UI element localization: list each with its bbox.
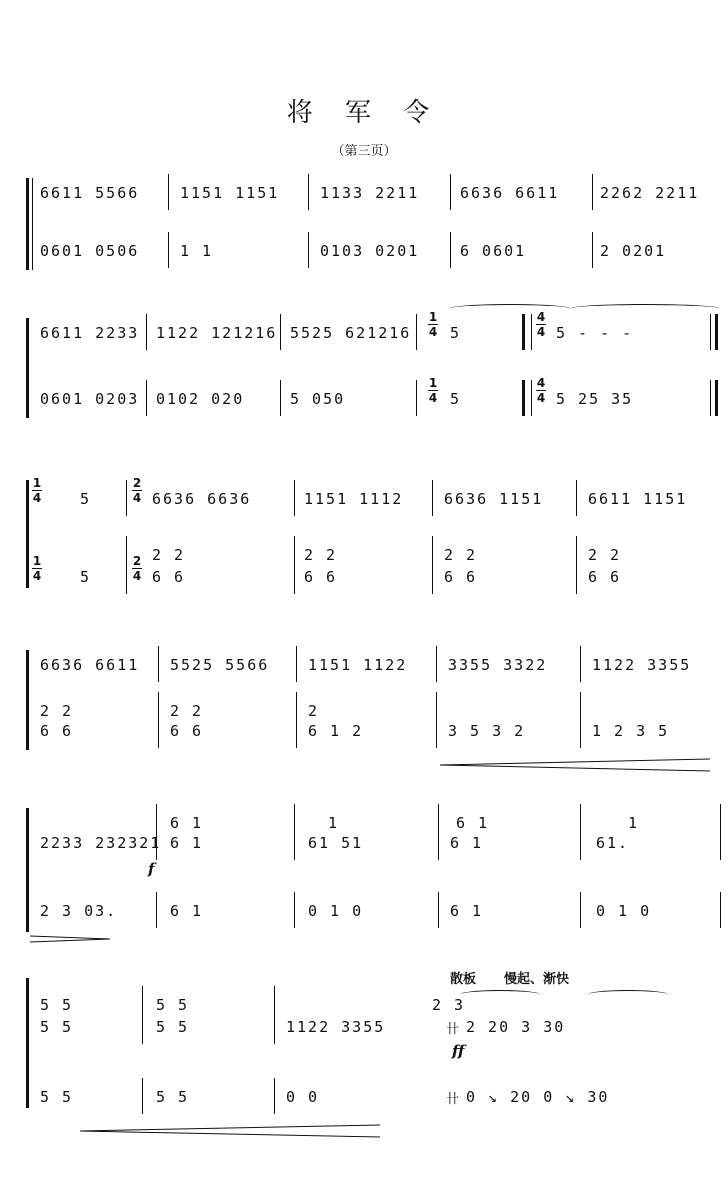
system-4 xyxy=(20,650,710,770)
barline xyxy=(294,536,295,594)
barline xyxy=(158,692,159,748)
measure: 0 0 xyxy=(286,1088,320,1106)
measure: 1133 2211 xyxy=(320,184,420,202)
measure: 2 3 xyxy=(432,996,466,1014)
barline xyxy=(294,804,295,860)
measure: 6 1 2 xyxy=(308,722,364,740)
barline xyxy=(436,692,437,748)
sanban-sign: 卄 xyxy=(446,1092,460,1107)
barline xyxy=(126,536,127,594)
barline xyxy=(142,986,143,1044)
measure: 1 xyxy=(328,814,340,832)
dynamic-fortissimo: ff xyxy=(452,1042,465,1060)
measure: 0103 0201 xyxy=(320,242,420,260)
system-brace xyxy=(26,318,33,418)
barline xyxy=(450,232,451,268)
barline xyxy=(294,480,295,516)
measure: 6636 6636 xyxy=(152,490,252,508)
measure: 0 ↘ 20 0 ↘ 30 xyxy=(466,1088,610,1106)
measure: 5 5 xyxy=(40,1018,74,1036)
measure: 5 5 xyxy=(40,1088,74,1106)
barline xyxy=(168,232,169,268)
measure: 5 050 xyxy=(290,390,346,408)
time-signature: 4 4 xyxy=(536,376,546,405)
barline xyxy=(576,536,577,594)
measure: 2 2 xyxy=(40,702,74,720)
barline xyxy=(274,986,275,1044)
repeat-start xyxy=(522,314,532,350)
measure: 5 xyxy=(80,568,92,586)
barline xyxy=(438,804,439,860)
barline xyxy=(720,804,721,860)
measure: 6 6 xyxy=(304,568,338,586)
measure: 5525 621216 xyxy=(290,324,412,342)
upper-staff xyxy=(40,1012,710,1042)
measure: 1 2 3 5 xyxy=(592,722,670,740)
tie xyxy=(450,304,570,313)
dynamic-forte: f xyxy=(148,860,155,878)
system-2 xyxy=(20,310,710,428)
measure: 2 2 xyxy=(444,546,478,564)
upper-staff xyxy=(40,310,710,348)
measure: 6 1 xyxy=(450,902,484,920)
barline xyxy=(580,692,581,748)
system-3 xyxy=(20,476,710,595)
barline xyxy=(156,892,157,928)
barline xyxy=(146,314,147,350)
measure: 1151 1122 xyxy=(308,656,408,674)
measure: 5 5 xyxy=(156,1018,190,1036)
measure: 1151 1112 xyxy=(304,490,404,508)
piece-title: 将 军 令 xyxy=(286,98,442,128)
lower-staff xyxy=(40,1082,710,1112)
measure: 0 1 0 xyxy=(596,902,652,920)
time-signature: 2 4 xyxy=(132,476,142,505)
barline xyxy=(158,646,159,682)
measure: 6636 6611 xyxy=(460,184,560,202)
measure: 1122 3355 xyxy=(592,656,692,674)
system-6 xyxy=(20,968,710,1148)
measure: 6 6 xyxy=(588,568,622,586)
barline xyxy=(592,232,593,268)
measure: 1 1 xyxy=(180,242,214,260)
barline xyxy=(438,892,439,928)
measure: 1151 1151 xyxy=(180,184,280,202)
measure: 2 3 03. xyxy=(40,902,118,920)
measure: 2262 2211 xyxy=(600,184,700,202)
measure: 2 2 xyxy=(588,546,622,564)
barline xyxy=(280,314,281,350)
barline xyxy=(146,380,147,416)
measure: 6611 2233 xyxy=(40,324,140,342)
repeat-end xyxy=(710,380,718,416)
measure: 1122 3355 xyxy=(286,1018,386,1036)
tempo-note: 慢起、渐快 xyxy=(504,972,570,987)
sanban-label: 散板 xyxy=(450,972,477,987)
system-brace-thin xyxy=(32,178,33,270)
upper-staff xyxy=(40,650,710,680)
measure: 3 5 3 2 xyxy=(448,722,526,740)
diminuendo-hairpin xyxy=(30,934,110,944)
barline xyxy=(274,1078,275,1114)
measure: 0 1 0 xyxy=(308,902,364,920)
time-signature: 1 4 xyxy=(32,554,42,583)
measure: 5 5 xyxy=(156,996,190,1014)
measure: 2 2 xyxy=(304,546,338,564)
measure: 6 6 xyxy=(152,568,186,586)
time-signature: 1 4 xyxy=(32,476,42,505)
barline xyxy=(296,646,297,682)
measure: 6 6 xyxy=(40,722,74,740)
measure: 0601 0203 xyxy=(40,390,140,408)
page-subtitle: （第三页） xyxy=(331,144,397,159)
crescendo-hairpin xyxy=(440,758,710,772)
barline xyxy=(580,804,581,860)
measure: 6 1 xyxy=(170,814,204,832)
upper-staff xyxy=(32,476,710,514)
measure: 2233 232321 xyxy=(40,834,162,852)
repeat-end xyxy=(710,314,718,350)
barline xyxy=(294,892,295,928)
measure: 5 25 35 xyxy=(556,390,634,408)
measure: 2 2 xyxy=(170,702,204,720)
time-signature: 2 4 xyxy=(132,554,142,583)
measure: 5 xyxy=(450,324,462,342)
upper-staff xyxy=(40,178,710,208)
diminuendo-hairpin xyxy=(80,1124,380,1138)
barline xyxy=(126,480,127,516)
tie xyxy=(570,304,720,313)
time-signature: 4 4 xyxy=(536,310,546,339)
measure: 0102 020 xyxy=(156,390,245,408)
barline xyxy=(168,174,169,210)
system-brace xyxy=(26,650,33,750)
barline xyxy=(296,692,297,748)
measure: 2 0201 xyxy=(600,242,667,260)
sanban-sign: 卄 xyxy=(446,1022,460,1037)
repeat-start xyxy=(522,380,532,416)
measure: 6611 1151 xyxy=(588,490,688,508)
barline xyxy=(580,892,581,928)
barline xyxy=(432,480,433,516)
barline xyxy=(576,480,577,516)
measure: 3355 3322 xyxy=(448,656,548,674)
lower-staff xyxy=(40,376,710,414)
measure: 6 1 xyxy=(456,814,490,832)
barline xyxy=(308,174,309,210)
measure: 5 - - - xyxy=(556,324,634,342)
time-signature: 1 4 xyxy=(428,310,438,339)
measure: 5 5 xyxy=(40,996,74,1014)
lower-staff xyxy=(40,236,710,266)
measure: 2 2 xyxy=(152,546,186,564)
time-signature: 1 4 xyxy=(428,376,438,405)
measure: 2 20 3 30 xyxy=(466,1018,566,1036)
barline xyxy=(592,174,593,210)
system-1 xyxy=(20,178,710,278)
measure: 61. xyxy=(596,834,630,852)
barline xyxy=(280,380,281,416)
measure: 6636 1151 xyxy=(444,490,544,508)
measure: 5525 5566 xyxy=(170,656,270,674)
measure: 1 xyxy=(628,814,640,832)
measure: 5 xyxy=(450,390,462,408)
measure: 6 1 xyxy=(170,902,204,920)
measure: 6 6 xyxy=(170,722,204,740)
barline xyxy=(436,646,437,682)
measure: 61 51 xyxy=(308,834,364,852)
barline xyxy=(720,892,721,928)
measure: 5 xyxy=(80,490,92,508)
barline xyxy=(156,804,157,860)
measure: 6611 5566 xyxy=(40,184,140,202)
measure: 5 5 xyxy=(156,1088,190,1106)
measure: 0601 0506 xyxy=(40,242,140,260)
measure: 6 6 xyxy=(444,568,478,586)
barline xyxy=(450,174,451,210)
barline xyxy=(416,380,417,416)
measure: 2 xyxy=(308,702,320,720)
measure: 6636 6611 xyxy=(40,656,140,674)
measure: 6 0601 xyxy=(460,242,527,260)
measure: 6 1 xyxy=(450,834,484,852)
barline xyxy=(416,314,417,350)
system-brace xyxy=(26,978,33,1108)
lower-staff xyxy=(40,896,710,926)
system-brace xyxy=(26,808,33,932)
barline xyxy=(432,536,433,594)
barline xyxy=(580,646,581,682)
measure: 1122 121216 xyxy=(156,324,278,342)
system-5 xyxy=(20,808,710,948)
barline xyxy=(308,232,309,268)
barline xyxy=(142,1078,143,1114)
measure: 6 1 xyxy=(170,834,204,852)
lower-staff xyxy=(40,716,710,746)
upper-staff xyxy=(40,828,710,858)
